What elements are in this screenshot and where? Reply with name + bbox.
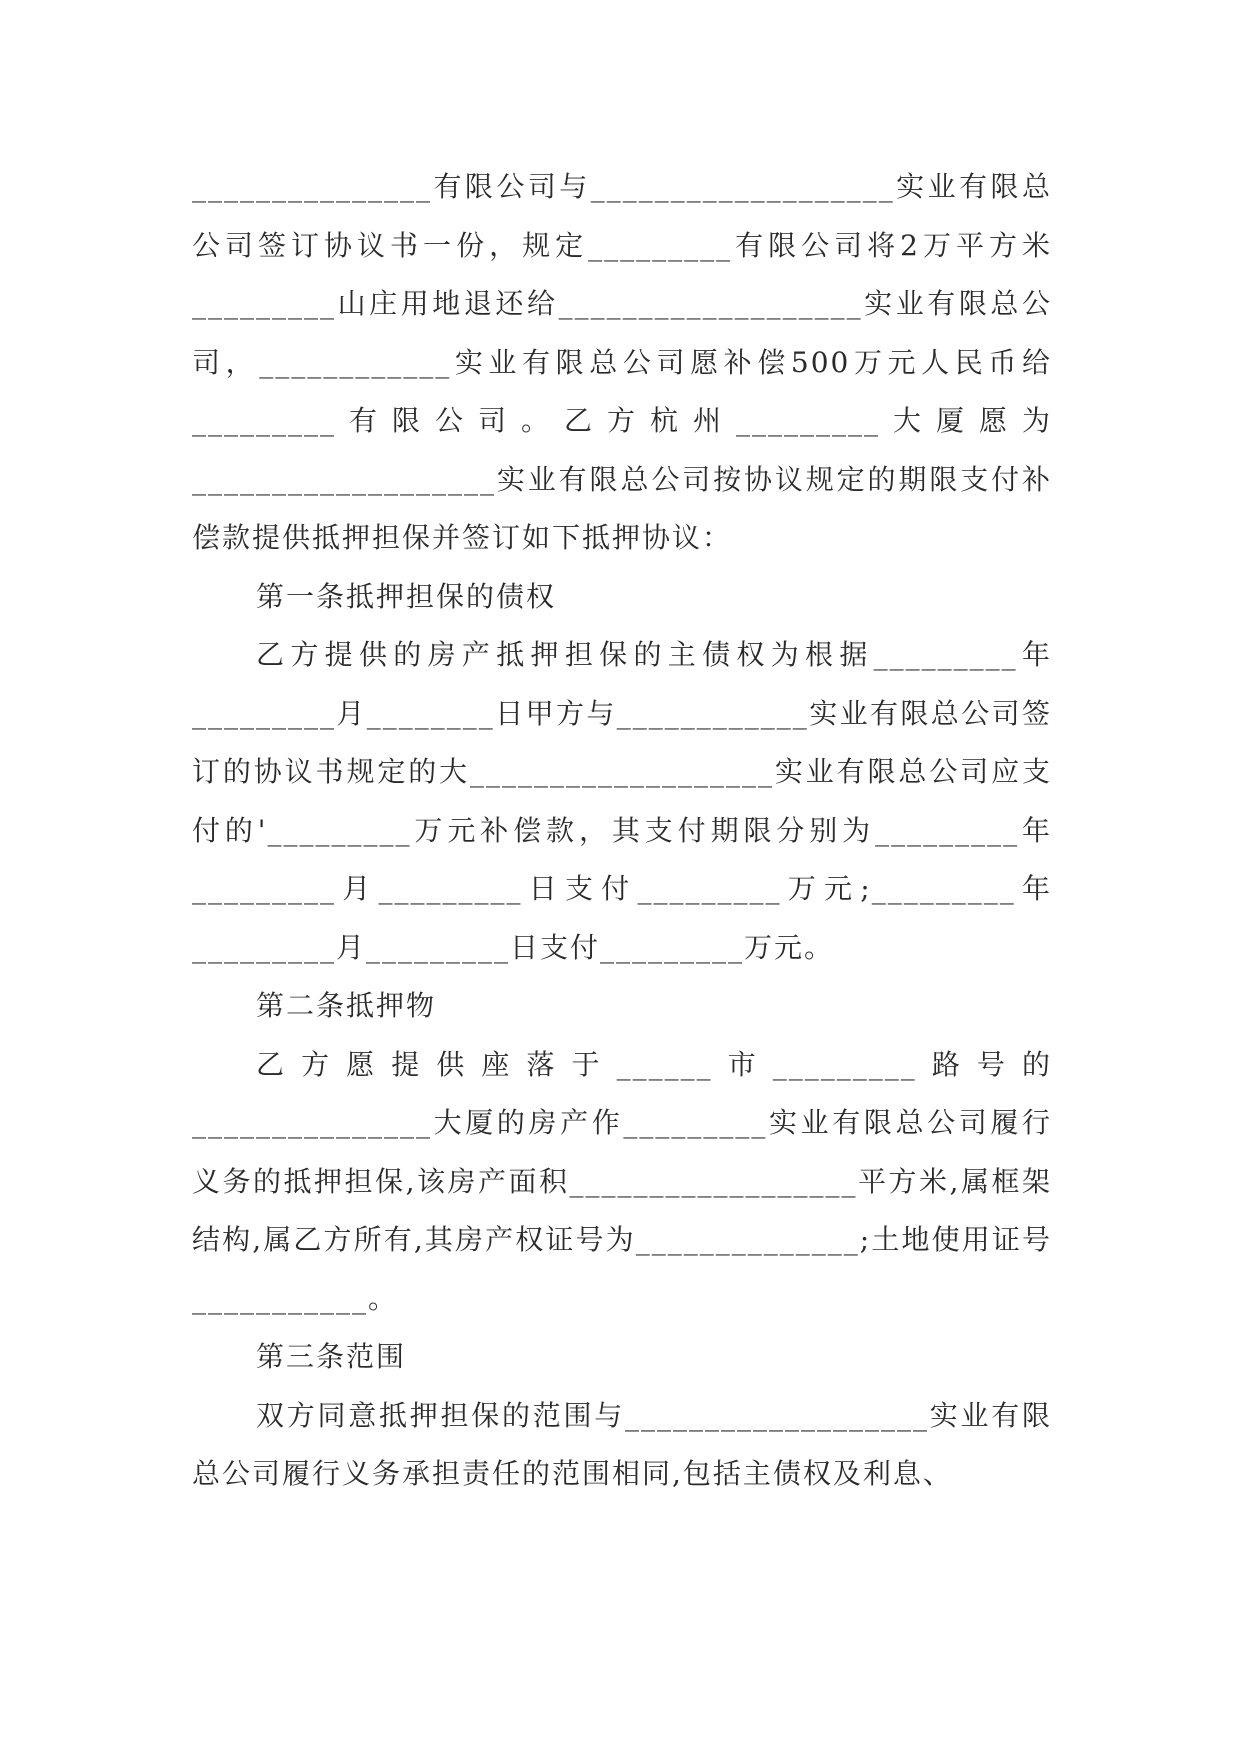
- document-body: [192, 158, 1052, 1504]
- article-3-heading: 第三条范围: [256, 1340, 407, 1373]
- article-2-paragraph: 乙方愿提供座落于______市_________路号的_______________大厦的房产作_________实业有限总公司履行义务的抵押担保,该房产面积__________________平方米,属框架结构,属乙方所有,其房产权证号为______________;土地使用证号___________。: [192, 1047, 1052, 1315]
- article-3-paragraph: 双方同意抵押担保的范围与___________________实业有限总公司履行义务承担责任的范围相同,包括主债权及利息、: [192, 1398, 1052, 1490]
- intro-paragraph: _______________有限公司与___________________实业有限总公司签订协议书一份，规定_________有限公司将2万平方米_________山庄用地退还给___________________实业有限总公司，____________实业有限总公司愿补偿500万元人民币给_________有限公司。乙方杭州_________大厦愿为___________________实业有限总公司按协议规定的期限支付补偿款提供抵押担保并签订如下抵押协议：: [192, 170, 1052, 554]
- article-1-paragraph: 乙方提供的房产抵押担保的主债权为根据_________年_________月________日甲方与____________实业有限总公司签订的协议书规定的大___________________实业有限总公司应支付的'_________万元补偿款，其支付期限分别为_________年_________月_________日支付_________万元;_________年_________月_________日支付_________万元。: [192, 638, 1052, 964]
- article-2-heading: 第二条抵押物: [256, 989, 437, 1022]
- article-1-heading: 第一条抵押担保的债权: [256, 579, 557, 613]
